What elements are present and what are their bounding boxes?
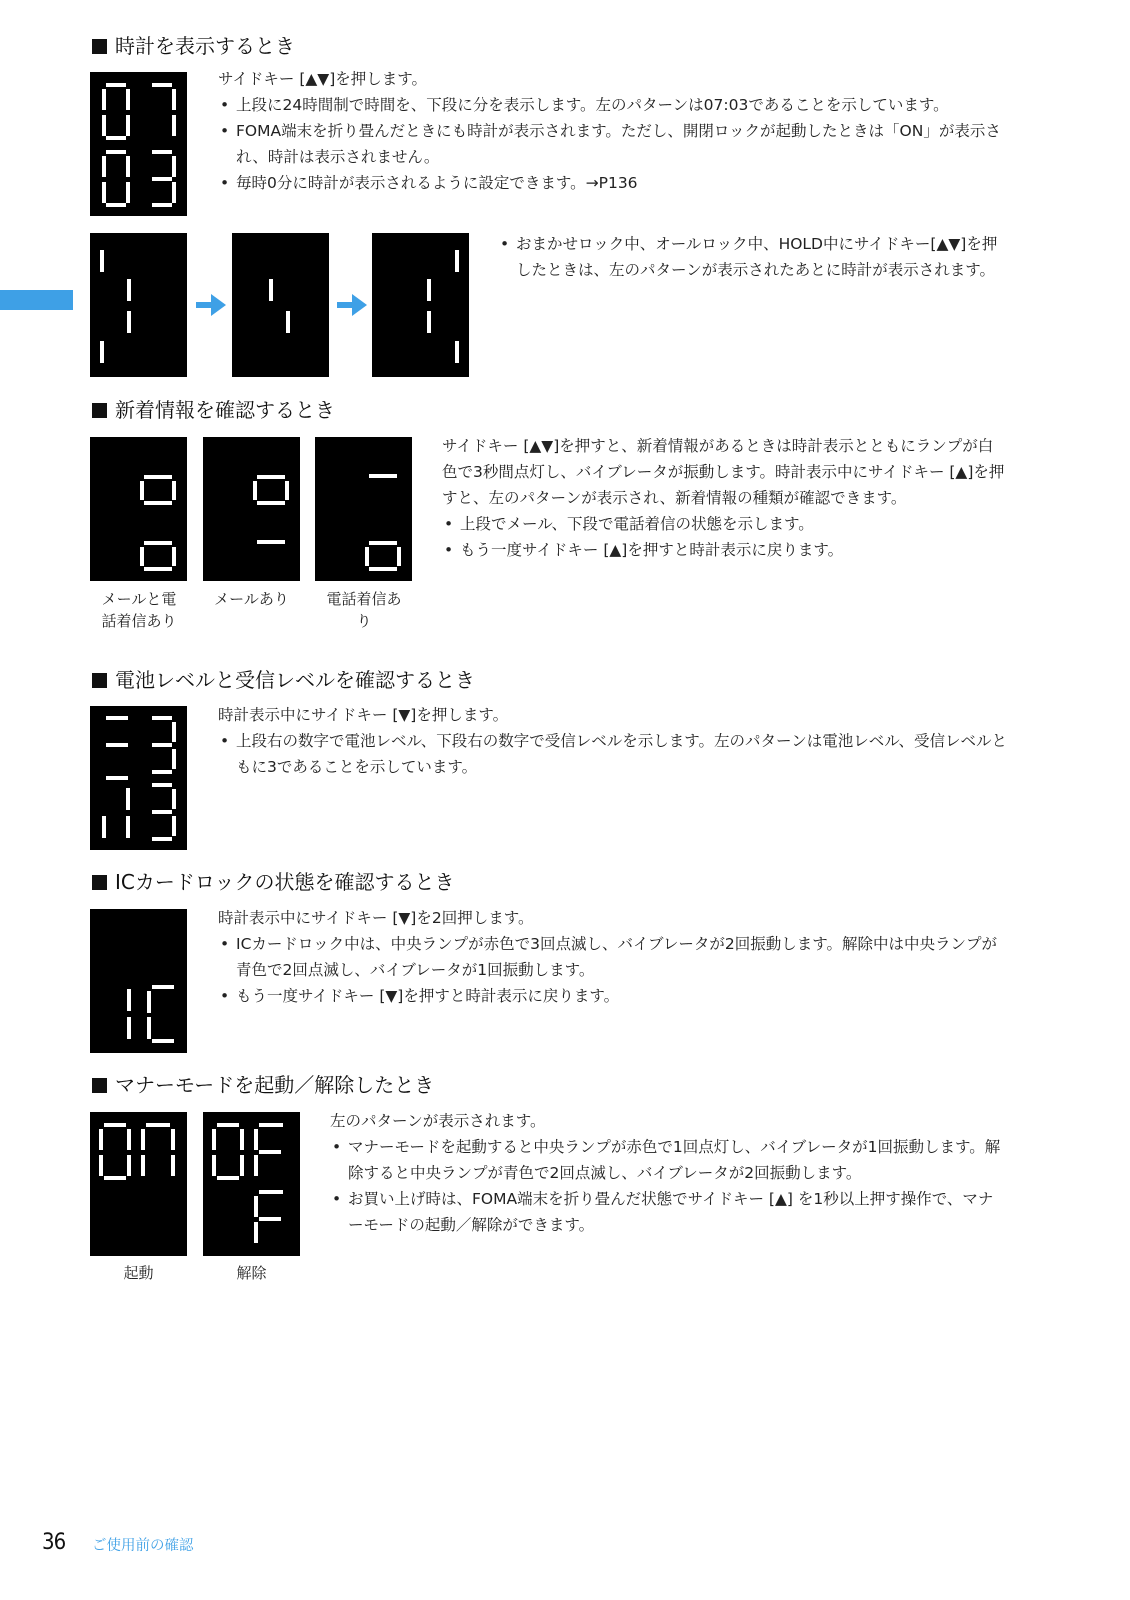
section-tab-marker [0,290,73,310]
lcd-mail-and-call [90,437,187,581]
battery-signal-description: 時計表示中にサイドキー [▼]を押します。 • 上段右の数字で電池レベル、下段右の数字で受信レベルを示します。左のパターンは電池レベル、受信レベルともに3であることを示しています。 [218,702,1008,780]
lcd-lock-pattern-2 [232,233,329,377]
square-bullet-icon [92,403,107,418]
list-item: • 上段に24時間制で時間を、下段に分を表示します。左のパターンは07:03であることを示しています。 [218,92,1008,118]
list-item: • 上段右の数字で電池レベル、下段右の数字で受信レベルを示します。左のパターンは電池レベル、受信レベルともに3であることを示しています。 [218,728,1008,780]
list-item: • もう一度サイドキー [▲]を押すと時計表示に戻ります。 [442,537,1008,563]
list-item: • もう一度サイドキー [▼]を押すと時計表示に戻ります。 [218,983,1008,1009]
list-item: • 上段でメール、下段で電話着信の状態を示します。 [442,511,1008,537]
caption-activate: 起動 [123,1264,154,1282]
section-heading-battery-signal: 電池レベルと受信レベルを確認するとき [92,667,475,693]
square-bullet-icon [92,673,107,688]
list-item: • おまかせロック中、オールロック中、HOLD中にサイドキー[▲▼]を押したときは、左のパターンが表示されたあとに時計が表示されます。 [498,231,1008,283]
lcd-clock-0703 [90,72,187,216]
lcd-mail-only [203,437,300,581]
section-heading-clock: 時計を表示するとき [92,33,295,59]
lcd-manner-off [203,1112,300,1256]
lcd-lock-pattern-3 [372,233,469,377]
page-number: 36 [42,1530,66,1555]
list-item: • FOMA端末を折り畳んだときにも時計が表示されます。ただし、開閉ロックが起動したときは「ON」が表示され、時計は表示されません。 [218,118,1008,170]
caption-mail-and-call: メールと電話着信あり [101,590,177,630]
ic-card-lock-description: 時計表示中にサイドキー [▼]を2回押します。 • ICカードロック中は、中央ランプが赤色で3回点滅し、バイブレータが2回振動します。解除中は中央ランプが青色で2回点滅し、バイブレータが1回振動します。 • もう一度サイドキー [▼]を押すと時計表示に戻ります。 [218,905,1008,1009]
caption-call-only: 電話着信あり [326,590,402,630]
new-info-description: サイドキー [▲▼]を押すと、新着情報があるときは時計表示とともにランプが白色で3秒間点灯し、バイブレータが振動します。時計表示中にサイドキー [▲]を押すと、左のパターンが表示され、新着情報の種類が確認できます。 • 上段でメール、下段で電話着信の状態を示します。 • もう一度サイドキー [▲]を押すと時計表示に戻ります。 [442,433,1008,563]
lock-pattern-description [498,231,1008,283]
clock-description: サイドキー [▲▼]を押します。 • 上段に24時間制で時間を、下段に分を表示します。左のパターンは07:03であることを示しています。 • FOMA端末を折り畳んだときにも時計が表示されます。ただし、開閉ロックが起動したときは「ON」が表示され、時計は表示されません。 • 毎時0分に時計が表示されるように設定できます。→P136 [218,66,1008,196]
list-item: • ICカードロック中は、中央ランプが赤色で3回点滅し、バイブレータが2回振動します。解除中は中央ランプが青色で2回点滅し、バイブレータが1回振動します。 [218,931,1008,983]
manner-mode-description: 左のパターンが表示されます。 • マナーモードを起動すると中央ランプが赤色で1回点灯し、バイブレータが1回振動します。解除すると中央ランプが青色で2回点滅し、バイブレータが2回振動します。 • お買い上げ時は、FOMA端末を折り畳んだ状態でサイドキー [▲] を1秒以上押す操作で、マナーモードの起動／解除ができます。 [330,1108,1008,1238]
lcd-lock-pattern-1 [90,233,187,377]
list-item: • マナーモードを起動すると中央ランプが赤色で1回点灯し、バイブレータが1回振動します。解除すると中央ランプが青色で2回点滅し、バイブレータが2回振動します。 [330,1134,1008,1186]
right-arrow-icon [196,294,226,316]
square-bullet-icon [92,875,107,890]
section-heading-ic-card-lock: ICカードロックの状態を確認するとき [92,869,454,895]
section-heading-manner-mode: マナーモードを起動／解除したとき [92,1072,434,1098]
list-item: • お買い上げ時は、FOMA端末を折り畳んだ状態でサイドキー [▲] を1秒以上押す操作で、マナーモードの起動／解除ができます。 [330,1186,1008,1238]
list-item: • 毎時0分に時計が表示されるように設定できます。→P136 [218,170,1008,196]
lcd-call-only [315,437,412,581]
caption-mail-only: メールあり [214,590,289,608]
caption-release: 解除 [236,1264,267,1282]
square-bullet-icon [92,1078,107,1093]
lcd-ic-card-lock [90,909,187,1053]
square-bullet-icon [92,39,107,54]
section-label: ご使用前の確認 [92,1538,194,1554]
lcd-battery-signal-levels [90,706,187,850]
section-heading-new-info: 新着情報を確認するとき [92,397,335,423]
right-arrow-icon [337,294,367,316]
lcd-manner-on [90,1112,187,1256]
